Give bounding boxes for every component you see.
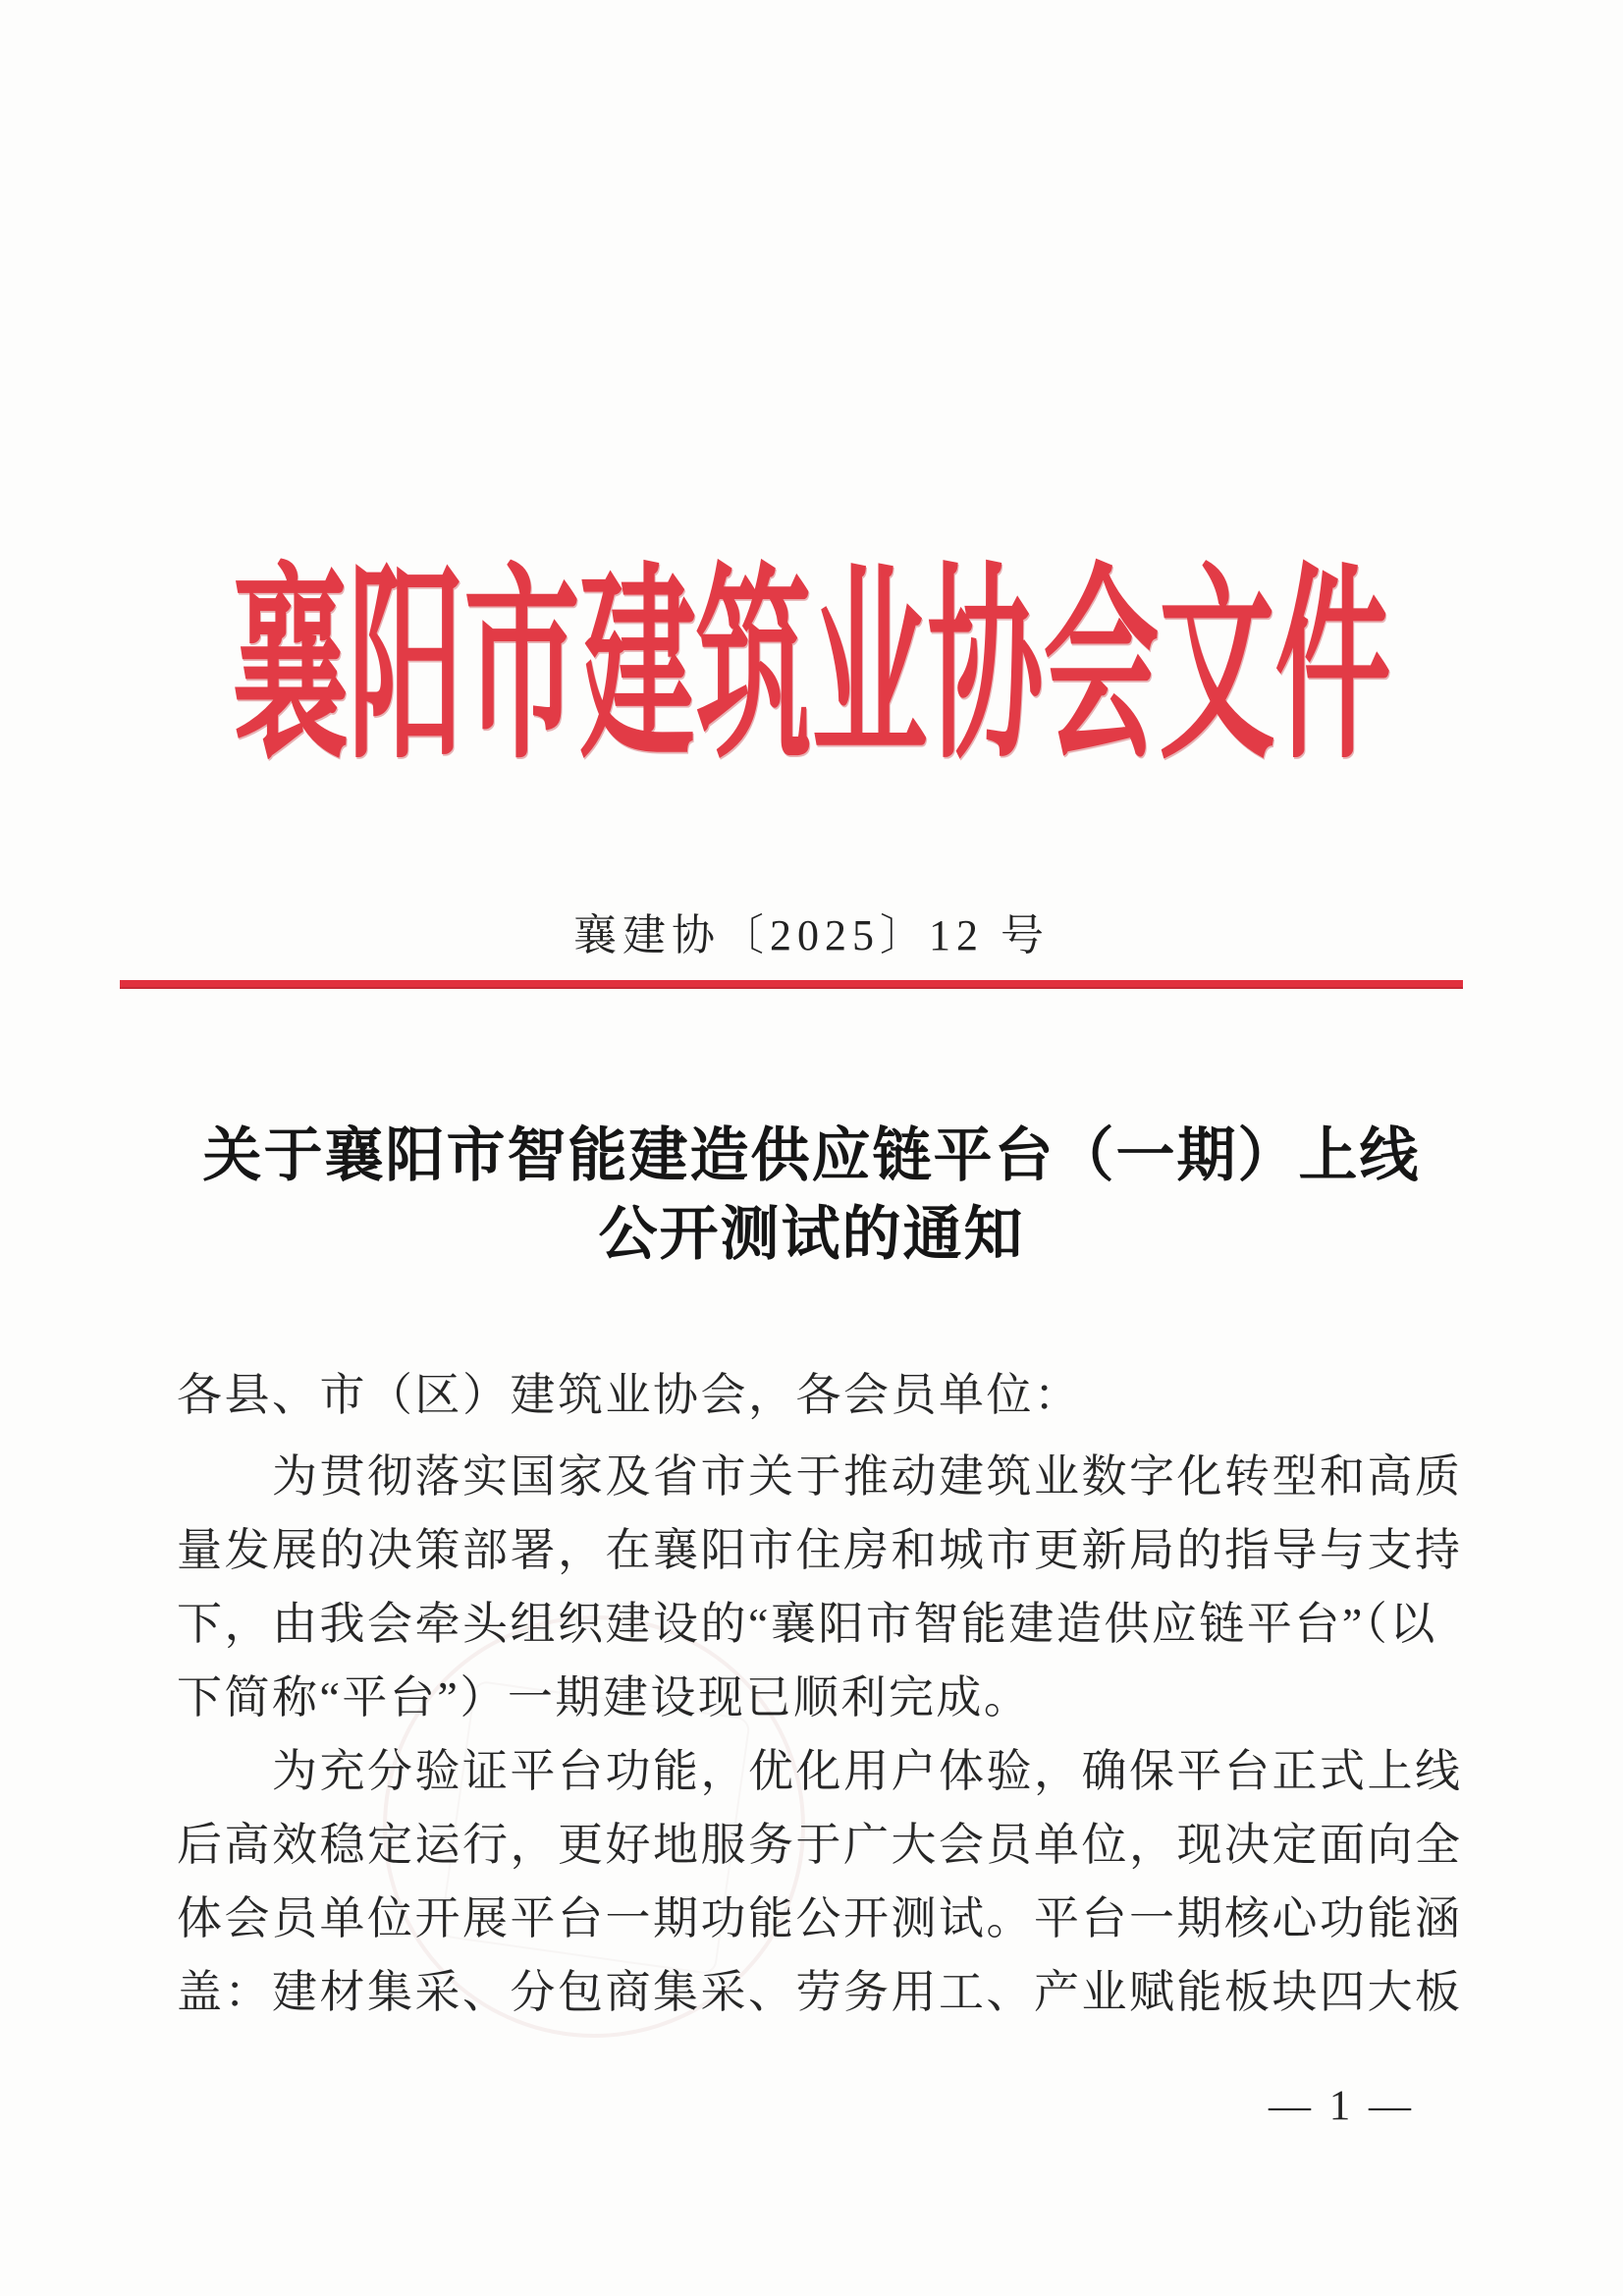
letterhead [0,552,1623,785]
salutation: 各县、市（区）建筑业协会，各会员单位： [177,1370,1082,1420]
page-number: — 1 — [1269,2083,1415,2129]
text-line: 为贯彻落实国家及省市关于推动建筑业数字化转型和高质 [177,1451,1463,1502]
doc-title-line-2: 公开测试的通知 [598,1201,1025,1267]
text-line: 为充分验证平台功能，优化用户体验，确保平台正式上线 [177,1746,1463,1796]
document-body [177,1358,1463,2029]
text-line: 盖：建材集采、分包商集采、劳务用工、产业赋能板块四大板 [177,1967,1463,2017]
doc-number: 襄建协〔2025〕12 号 [573,911,1050,959]
text-line: 下，由我会牵头组织建设的“襄阳市智能建造供应链平台”（以 [177,1599,1437,1649]
text-line: 体会员单位开展平台一期功能公开测试。平台一期核心功能涵 [177,1893,1463,1943]
letterhead-title: 襄阳市建筑业协会文件 [232,552,1391,785]
text-line: 后高效稳定运行，更好地服务于广大会员单位，现决定面向全 [177,1820,1463,1870]
red-divider-line [120,980,1463,989]
doc-title [0,1117,1623,1274]
text-line: 下简称“平台”）一期建设现已顺利完成。 [177,1672,1032,1722]
body-paragraph-2 [177,1734,1463,2029]
doc-title-line-1: 关于襄阳市智能建造供应链平台（一期）上线 [202,1122,1421,1188]
text-line: 量发展的决策部署，在襄阳市住房和城市更新局的指导与支持 [177,1525,1463,1575]
body-paragraph-1 [177,1440,1463,1734]
